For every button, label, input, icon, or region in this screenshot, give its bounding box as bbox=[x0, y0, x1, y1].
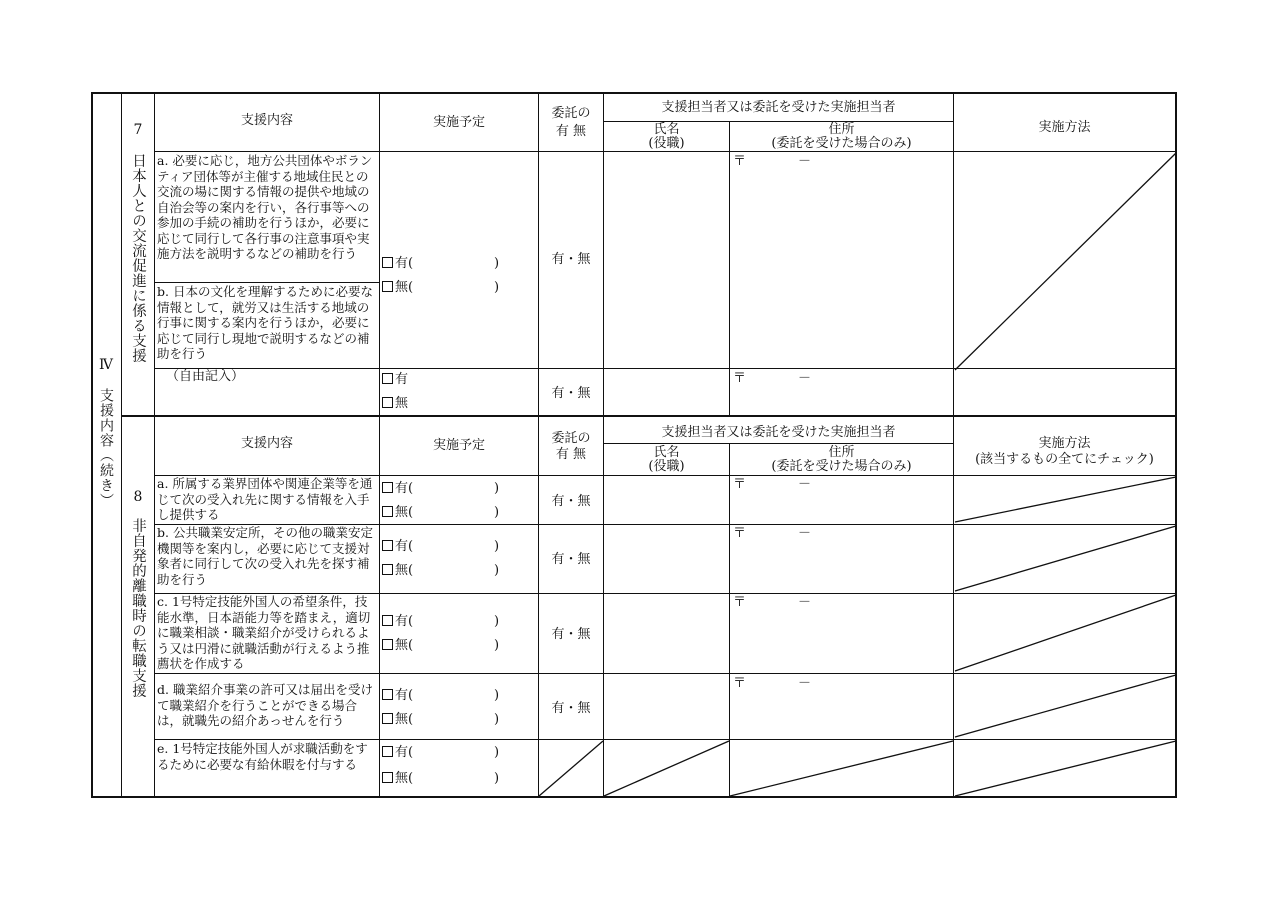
checkbox-icon[interactable] bbox=[382, 482, 393, 493]
free-postal-mark: 〒 bbox=[733, 371, 747, 386]
section-8-number: 8 bbox=[133, 489, 143, 505]
checkbox-icon[interactable] bbox=[382, 746, 393, 757]
row-d-no-checkbox[interactable]: 無( bbox=[382, 712, 413, 728]
row-c-yes-checkbox[interactable]: 有( bbox=[382, 614, 413, 630]
row-d-yes-close: ) bbox=[494, 688, 500, 703]
checkbox-icon[interactable] bbox=[382, 373, 393, 384]
checkbox-icon[interactable] bbox=[382, 281, 393, 292]
section-8-item-b-text: b. 公共職業安定所，その他の職業安定機関等を案内し，必要に応じて支援対象者に同行して次の受入れ先を探す補助を行う bbox=[157, 525, 373, 587]
free-entry-label: （自由記入） bbox=[166, 369, 245, 384]
s8-header-delegation-1: 委託の bbox=[551, 431, 591, 446]
s8-header-delegation-2: 有 無 bbox=[555, 447, 587, 462]
postal-mark: 〒 bbox=[733, 154, 747, 169]
header-delegation-1: 委託の bbox=[551, 106, 591, 121]
section-8-item-c-text: c. 1号特定技能外国人の希望条件，技能水準，日本語能力等を踏まえ，適切に職業相談・職業紹介が受けられるよう又は円滑に就職活動が行えるよう推薦状を作成する bbox=[157, 594, 371, 671]
row-b-no-checkbox[interactable]: 無( bbox=[382, 563, 413, 579]
row-b-delegation[interactable]: 有・無 bbox=[551, 552, 591, 567]
free-no-checkbox[interactable]: 無 bbox=[382, 396, 408, 412]
row-b-yes-close: ) bbox=[494, 539, 500, 554]
checkbox-icon[interactable] bbox=[382, 564, 393, 575]
row-a-dash: － bbox=[798, 477, 812, 492]
section-7-number: 7 bbox=[133, 122, 143, 138]
row-d-yes-checkbox[interactable]: 有( bbox=[382, 688, 413, 704]
section-8-title: 非自発的離職時の転職支援 bbox=[130, 518, 146, 698]
row-b-dash: － bbox=[798, 526, 812, 541]
s8-header-address: 住所 bbox=[828, 445, 855, 460]
delegation-yes-no[interactable]: 有・無 bbox=[551, 252, 591, 267]
row-c-dash: － bbox=[798, 595, 812, 610]
row-a-yes-checkbox[interactable]: 有( bbox=[382, 481, 413, 497]
row-a-no-checkbox[interactable]: 無( bbox=[382, 505, 413, 521]
postal-dash: － bbox=[798, 154, 812, 169]
row-c-no-close: ) bbox=[494, 638, 500, 653]
header-delegation-2: 有 無 bbox=[555, 124, 587, 139]
s8-header-address-note: (委託を受けた場合のみ) bbox=[771, 459, 912, 474]
free-delegation-yes-no[interactable]: 有・無 bbox=[551, 386, 591, 401]
row-b-yes-checkbox[interactable]: 有( bbox=[382, 539, 413, 555]
section-8-item-a-text: a. 所属する業界団体や関連企業等を通じて次の受入れ先に関する情報を入手し提供する bbox=[157, 476, 373, 522]
section-8-item-e-text: e. 1号特定技能外国人が求職活動をするために必要な有給休暇を付与する bbox=[157, 741, 368, 772]
row-c-yes-close: ) bbox=[494, 614, 500, 629]
free-yes-checkbox[interactable]: 有 bbox=[382, 372, 408, 388]
section-title-vertical: 支援内容（続き） bbox=[98, 388, 114, 508]
row-a-yes-close: ) bbox=[494, 481, 500, 496]
checkbox-icon[interactable] bbox=[382, 615, 393, 626]
section-8-item-d-text: d. 職業紹介事業の許可又は届出を受けて職業紹介を行うことができる場合は，就職先の紹介あっせんを行う bbox=[157, 682, 373, 728]
s8-header-support-content: 支援内容 bbox=[240, 436, 293, 451]
row-a-no-close: ) bbox=[494, 505, 500, 520]
s8-header-name: 氏名 bbox=[653, 445, 680, 460]
checkbox-icon[interactable] bbox=[382, 540, 393, 551]
row-e-yes-checkbox[interactable]: 有( bbox=[382, 745, 413, 761]
schedule-no-checkbox[interactable]: 無( bbox=[382, 280, 413, 296]
header-schedule: 実施予定 bbox=[432, 115, 485, 130]
section-roman-numeral: Ⅳ bbox=[99, 357, 113, 373]
section-7-item-a-text: a. 必要に応じ，地方公共団体やボランティア団体等が主催する地域住民との交流の場に関する情報の提供や地域の自治会等の案内を行い，各行事等への参加の手続の補助を行うほか，必要に応じて同行して各行事の注意事項や実施方法を説明するなどの補助を行う bbox=[157, 153, 373, 261]
row-c-postal: 〒 bbox=[733, 595, 747, 610]
row-e-no-checkbox[interactable]: 無( bbox=[382, 771, 413, 787]
s8-header-method-sub: (該当するもの全てにチェック) bbox=[975, 452, 1154, 467]
checkbox-icon[interactable] bbox=[382, 397, 393, 408]
header-method: 実施方法 bbox=[1038, 120, 1091, 135]
free-postal-dash: － bbox=[798, 371, 812, 386]
s8-header-schedule: 実施予定 bbox=[432, 438, 485, 453]
row-a-postal: 〒 bbox=[733, 477, 747, 492]
row-d-dash: － bbox=[798, 676, 812, 691]
schedule-no-close: ) bbox=[494, 280, 500, 295]
row-d-no-close: ) bbox=[494, 712, 500, 727]
header-person-group: 支援担当者又は委託を受けた実施担当者 bbox=[661, 100, 896, 115]
s8-header-role: (役職) bbox=[648, 459, 685, 474]
row-b-postal: 〒 bbox=[733, 526, 747, 541]
section-7-title: 日本人との交流促進に係る支援 bbox=[130, 153, 146, 363]
checkbox-icon[interactable] bbox=[382, 639, 393, 650]
header-support-content: 支援内容 bbox=[240, 113, 293, 128]
checkbox-icon[interactable] bbox=[382, 772, 393, 783]
schedule-yes-close: ) bbox=[494, 256, 500, 271]
row-c-delegation[interactable]: 有・無 bbox=[551, 627, 591, 642]
row-e-no-close: ) bbox=[494, 771, 500, 786]
row-a-delegation[interactable]: 有・無 bbox=[551, 494, 591, 509]
header-address: 住所 bbox=[828, 122, 855, 137]
row-b-no-close: ) bbox=[494, 563, 500, 578]
section-7-item-b-text: b. 日本の文化を理解するために必要な情報として，就労又は生活する地域の行事に関する案内を行うほか，必要に応じて同行し現地で説明するなどの補助を行う bbox=[157, 284, 373, 361]
checkbox-icon[interactable] bbox=[382, 506, 393, 517]
s8-header-person-group: 支援担当者又は委託を受けた実施担当者 bbox=[661, 425, 896, 440]
checkbox-icon[interactable] bbox=[382, 689, 393, 700]
s8-header-method: 実施方法 bbox=[1038, 436, 1091, 451]
row-c-no-checkbox[interactable]: 無( bbox=[382, 638, 413, 654]
row-d-postal: 〒 bbox=[733, 676, 747, 691]
row-e-yes-close: ) bbox=[494, 745, 500, 760]
checkbox-icon[interactable] bbox=[382, 713, 393, 724]
schedule-yes-checkbox[interactable]: 有( bbox=[382, 256, 413, 272]
header-address-note: (委託を受けた場合のみ) bbox=[771, 136, 912, 151]
row-d-delegation[interactable]: 有・無 bbox=[551, 701, 591, 716]
checkbox-icon[interactable] bbox=[382, 257, 393, 268]
header-role: (役職) bbox=[648, 136, 685, 151]
header-name: 氏名 bbox=[653, 122, 680, 137]
